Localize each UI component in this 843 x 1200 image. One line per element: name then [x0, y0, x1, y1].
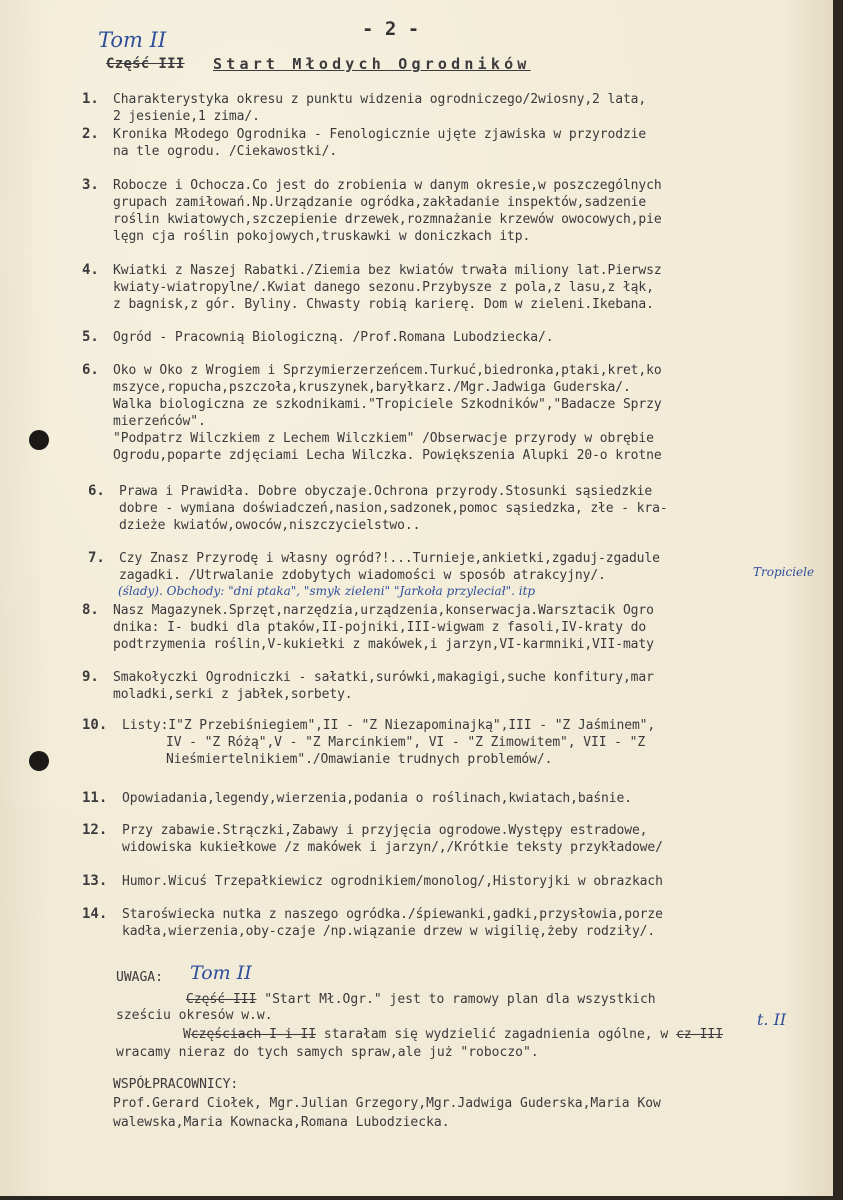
- item-line: mierzeńców".: [113, 414, 206, 429]
- handwritten-note: (ślady). Obchody: "dni ptaka", "smyk zieleni" "Jarkoła przyleciał". itp: [118, 584, 536, 598]
- item-number: 6.: [82, 362, 99, 378]
- contributors-section: [113, 1075, 828, 1132]
- item-line: Kwiatki z Naszej Rabatki./Ziemia bez kwiatów trwała miliony lat.Pierwsz: [113, 263, 662, 278]
- item-line: dnika: I- budki dla ptaków,II-pojniki,III-wigwam z fasoli,IV-kraty do: [113, 620, 647, 635]
- item-number: 14.: [82, 906, 108, 922]
- struck-text: Część III: [186, 992, 257, 1007]
- item-line: Prawa i Prawidła. Dobre obyczaje.Ochrona przyrody.Stosunki sąsiedzkie: [119, 484, 653, 499]
- item-line: na tle ogrodu. /Ciekawostki/.: [113, 144, 338, 159]
- item-line: dobre - wymiana doświadczeń,nasion,sadzonek,pomoc sąsiedzka, złe - kra-: [119, 501, 668, 516]
- struck-text: cz III: [676, 1027, 724, 1042]
- item-line: Charakterystyka okresu z punktu widzenia ogrodniczego/2wiosny,2 lata,: [113, 92, 647, 107]
- remark-line: sześciu okresów w.w.: [116, 1008, 273, 1023]
- item-line: moladki,serki z jabłek,sorbety.: [113, 687, 353, 702]
- remark-line: [186, 991, 656, 1008]
- remark-line: wracamy nieraz do tych samych spraw,ale już "roboczo".: [116, 1045, 539, 1060]
- item-line: IV - "Z Różą",V - "Z Marcinkiem", VI - "Z Zimowitem", VII - "Z: [166, 735, 646, 750]
- punch-hole: [29, 751, 49, 771]
- remark-label: UWAGA:: [116, 970, 163, 985]
- item-line: widowiska kukiełkowe /z makówek i jarzyn/,/Krótkie teksty przykładowe/: [122, 840, 663, 855]
- handwritten-volume-label: Tom II: [190, 962, 252, 984]
- contributors-line: Prof.Gerard Ciołek, Mgr.Julian Grzegory,Mgr.Jadwiga Guderska,Maria Kow: [113, 1096, 661, 1111]
- remark-text: "Start Mł.Ogr." jest to ramowy plan dla wszystkich: [264, 992, 656, 1007]
- item-number: 6.: [88, 483, 105, 499]
- item-line: podtrzymenia roślin,V-kukiełki z makówek,i jarzyn,VI-karmniki,VII-maty: [113, 637, 654, 652]
- item-line: z bagnisk,z gór. Byliny. Chwasty robią karierę. Dom w zieleni.Ikebana.: [113, 297, 654, 312]
- item-line: Nasz Magazynek.Sprzęt,narzędzia,urządzenia,konserwacja.Warsztacik Ogro: [113, 603, 654, 618]
- contributors-label: WSPÓŁPRACOWNICY:: [113, 1077, 239, 1092]
- item-number: 8.: [82, 602, 99, 618]
- item-line: kwiaty-wiatropylne/.Kwiat danego sezonu.Przybysze z pola,z lasu,z łąk,: [113, 280, 654, 295]
- handwritten-note: Tropiciele: [753, 565, 815, 579]
- item-line: Kronika Młodego Ogrodnika - Fenologicznie ujęte zjawiska w przyrodzie: [113, 127, 647, 142]
- item-line: Ogród - Pracownią Biologiczną. /Prof.Romana Lubodziecka/.: [113, 330, 554, 345]
- item-number: 9.: [82, 669, 99, 685]
- remark-text: starałam się wydzielić zagadnienia ogólne, w: [323, 1027, 669, 1042]
- item-line: kadła,wierzenia,oby-czaje /np.wiązanie drzew w wigilię,żeby rodziły/.: [122, 924, 656, 939]
- item-line: zagadki. /Utrwalanie zdobytych wiadomości w sposób atrakcyjny/.: [119, 568, 606, 583]
- item-number: 13.: [82, 873, 108, 889]
- item-line: mszyce,ropucha,pszczoła,kruszynek,baryłkarz./Mgr.Jadwiga Guderska/.: [113, 380, 631, 395]
- handwritten-volume-label: Tom II: [98, 28, 167, 52]
- item-line: Staroświecka nutka z naszego ogródka./śpiewanki,gadki,przysłowia,porze: [122, 907, 663, 922]
- item-number: 4.: [82, 262, 99, 278]
- item-line: dzieże kwiatów,owoców,niszczycielstwo..: [119, 518, 421, 533]
- item-line: Oko w Oko z Wrogiem i Sprzymierzerzeńcem.Turkuć,biedronka,ptaki,kret,ko: [113, 363, 662, 378]
- item-number: 11.: [82, 790, 108, 806]
- handwritten-note: t. II: [757, 1010, 787, 1029]
- item-number: 2.: [82, 126, 99, 142]
- item-number: 12.: [82, 822, 108, 838]
- item-line: Nieśmiertelnikiem"./Omawianie trudnych problemów/.: [166, 752, 553, 767]
- remark-line: [183, 1026, 723, 1043]
- item-number: 7.: [88, 550, 105, 566]
- item-line: Humor.Wicuś Trzepałkiewicz ogrodnikiem/monolog/,Historyjki w obrazkach: [122, 874, 663, 889]
- struck-part-label: Część III: [106, 56, 185, 72]
- item-line: 2 jesienie,1 zima/.: [113, 109, 260, 124]
- document-title: Start Młodych Ogrodników: [213, 55, 531, 73]
- item-line: "Podpatrz Wilczkiem z Lechem Wilczkiem" /Obserwacje przyrody w obrębie: [113, 431, 654, 446]
- contributors-line: walewska,Maria Kownacka,Romana Lubodziecka.: [113, 1115, 450, 1130]
- item-line: roślin kwiatowych,szczepienie drzewek,rozmnażanie krzewów owocowych,pie: [113, 212, 662, 227]
- item-line: Ogrodu,poparte zdjęciami Lecha Wilczka. Powiększenia Alupki 20-o krotne: [113, 448, 662, 463]
- item-number: 3.: [82, 177, 99, 193]
- item-line: Przy zabawie.Strączki,Zabawy i przyjęcia ogrodowe.Występy estradowe,: [122, 823, 648, 838]
- item-line: lęgn cja roślin pokojowych,truskawki w doniczkach itp.: [113, 229, 531, 244]
- item-line: grupach zamiłowań.Np.Urządzanie ogródka,zakładanie inspektów,sadzenie: [113, 195, 647, 210]
- item-line: Czy Znasz Przyrodę i własny ogród?!...Turnieje,ankietki,zgaduj-zgadule: [119, 551, 660, 566]
- page-edge: [833, 0, 843, 1200]
- struck-text: częściach I i II: [190, 1027, 317, 1042]
- item-number: 1.: [82, 91, 99, 107]
- punch-hole: [29, 430, 49, 450]
- item-line: Robocze i Ochocza.Co jest do zrobienia w danym okresie,w poszczególnych: [113, 178, 662, 193]
- remark-text: W: [183, 1027, 191, 1042]
- page-number: - 2 -: [362, 18, 420, 40]
- item-line: Walka biologiczna ze szkodnikami."Tropiciele Szkodników","Badacze Sprzy: [113, 397, 662, 412]
- item-number: 5.: [82, 329, 99, 345]
- item-line: Listy:I"Z Przebiśniegiem",II - "Z Niezapominajką",III - "Z Jaśminem",: [122, 718, 656, 733]
- item-line: Opowiadania,legendy,wierzenia,podania o roślinach,kwiatach,baśnie.: [122, 791, 632, 806]
- item-line: Smakołyczki Ogrodniczki - sałatki,surówki,makagigi,suche konfitury,mar: [113, 670, 654, 685]
- item-number: 10.: [82, 717, 108, 733]
